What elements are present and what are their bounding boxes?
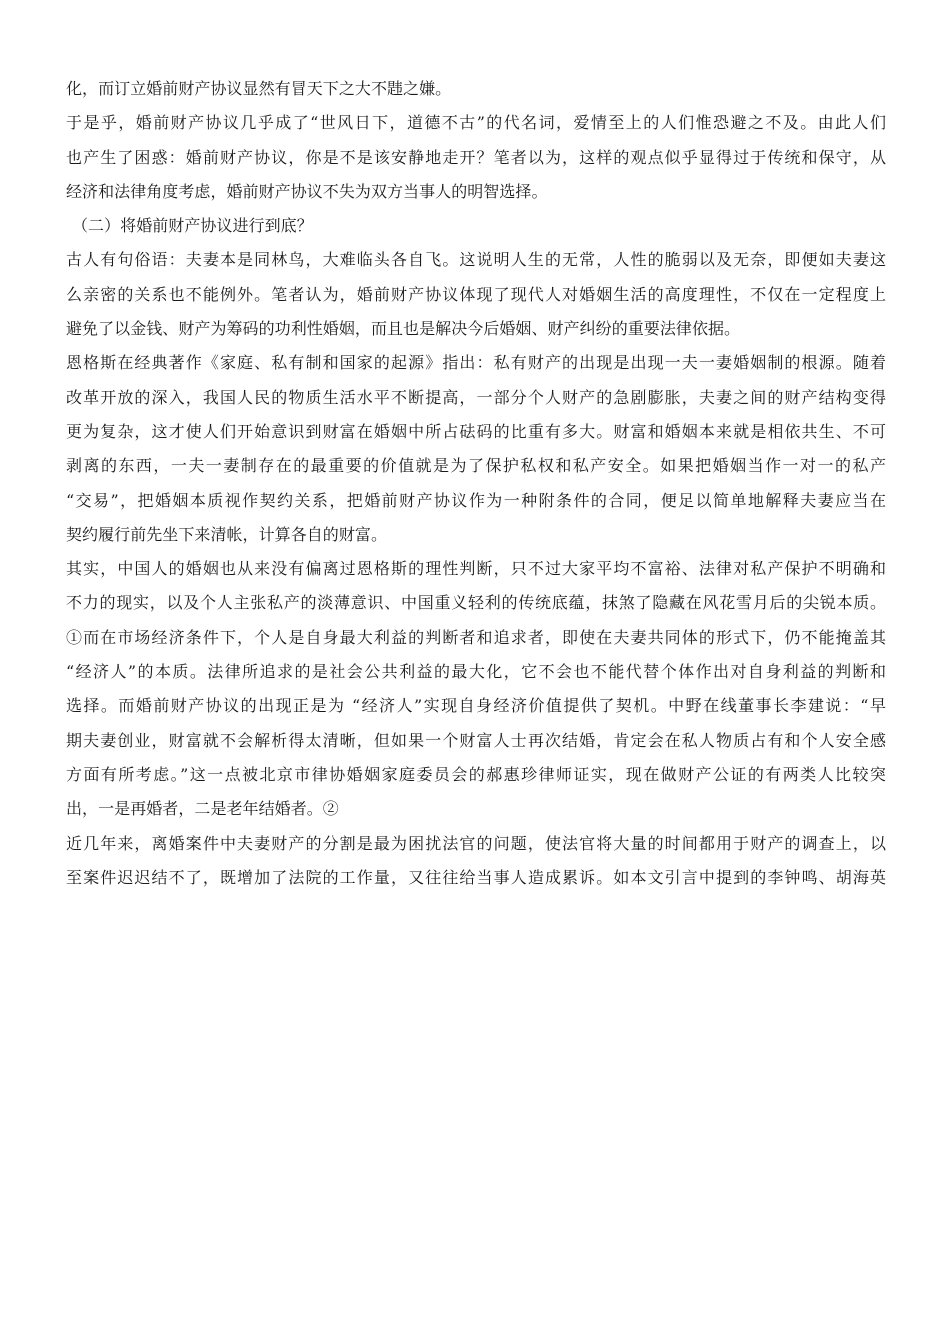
text-line: ①而在市场经济条件下，个人是自身最大利益的判断者和追求者，即使在夫妻共同体的形式下，仍不能掩盖其 (66, 627, 886, 647)
body-paragraph (66, 552, 886, 826)
body-paragraph (66, 346, 886, 552)
text-line: （二）将婚前财产协议进行到底？ (72, 216, 313, 236)
text-line: 其实，中国人的婚姻也从来没有偏离过恩格斯的理性判断，只不过大家平均不富裕、法律对私产保护不明确和 (66, 559, 886, 579)
body-paragraph (66, 243, 886, 346)
text-line: 么亲密的关系也不能例外。笔者认为，婚前财产协议体现了现代人对婚姻生活的高度理性，不仅在一定程度上 (66, 284, 886, 304)
text-line: 契约履行前先坐下来清帐，计算各自的财富。 (66, 524, 388, 544)
document-page (66, 72, 886, 895)
text-line: 更为复杂，这才使人们开始意识到财富在婚姻中所占砝码的比重有多大。财富和婚姻本来就是相依共生、不可 (66, 421, 886, 441)
text-line: “经济人”的本质。法律所追求的是社会公共利益的最大化，它不会也不能代替个体作出对自身利益的判断和 (66, 662, 886, 682)
text-line: 经济和法律角度考虑，婚前财产协议不失为双方当事人的明智选择。 (66, 181, 548, 201)
body-paragraph (66, 106, 886, 209)
text-line: 古人有句俗语：夫妻本是同林鸟，大难临头各自飞。这说明人生的无常，人性的脆弱以及无奈，即便如夫妻这 (66, 250, 886, 270)
text-line: 不力的现实，以及个人主张私产的淡薄意识、中国重义轻利的传统底蕴，抹煞了隐藏在风花雪月后的尖锐本质。 (66, 593, 886, 613)
body-paragraph (66, 72, 886, 106)
text-line: 于是乎，婚前财产协议几乎成了“世风日下，道德不古”的代名词，爱情至上的人们惟恐避之不及。由此人们 (66, 113, 886, 133)
text-line: 出，一是再婚者，二是老年结婚者。② (66, 799, 339, 819)
text-line: 避免了以金钱、财产为筹码的功利性婚姻，而且也是解决今后婚姻、财产纠纷的重要法律依据。 (66, 319, 741, 339)
text-line: 恩格斯在经典著作《家庭、私有制和国家的起源》指出：私有财产的出现是出现一夫一妻婚姻制的根源。随着 (66, 353, 886, 373)
text-line: 改革开放的深入，我国人民的物质生活水平不断提高，一部分个人财产的急剧膨胀，夫妻之间的财产结构变得 (66, 387, 886, 407)
text-line: 选择。而婚前财产协议的出现正是为 “经济人”实现自身经济价值提供了契机。中野在线董事长李建说：“早 (66, 696, 886, 716)
text-line: “交易”，把婚姻本质视作契约关系，把婚前财产协议作为一种附条件的合同，便足以简单地解释夫妻应当在 (66, 490, 886, 510)
text-line: 化，而订立婚前财产协议显然有冒天下之大不韪之嫌。 (66, 79, 452, 98)
text-line: 剥离的东西，一夫一妻制存在的最重要的价值就是为了保护私权和私产安全。如果把婚姻当作一对一的私产 (66, 456, 886, 476)
section-heading (66, 209, 886, 243)
text-line: 也产生了困惑：婚前财产协议，你是不是该安静地走开？笔者以为，这样的观点似乎显得过于传统和保守，从 (66, 147, 886, 167)
text-line: 近几年来，离婚案件中夫妻财产的分割是最为困扰法官的问题，使法官将大量的时间都用于财产的调查上，以 (66, 833, 886, 853)
text-line: 至案件迟迟结不了，既增加了法院的工作量，又往往给当事人造成累诉。如本文引言中提到的李钟鸣、胡海英 (66, 867, 886, 887)
body-paragraph (66, 827, 886, 896)
text-line: 方面有所考虑。”这一点被北京市律协婚姻家庭委员会的郝惠珍律师证实，现在做财产公证的有两类人比较突 (66, 764, 886, 784)
text-line: 期夫妻创业，财富就不会解析得太清晰，但如果一个财富人士再次结婚，肯定会在私人物质占有和个人安全感 (66, 730, 886, 750)
